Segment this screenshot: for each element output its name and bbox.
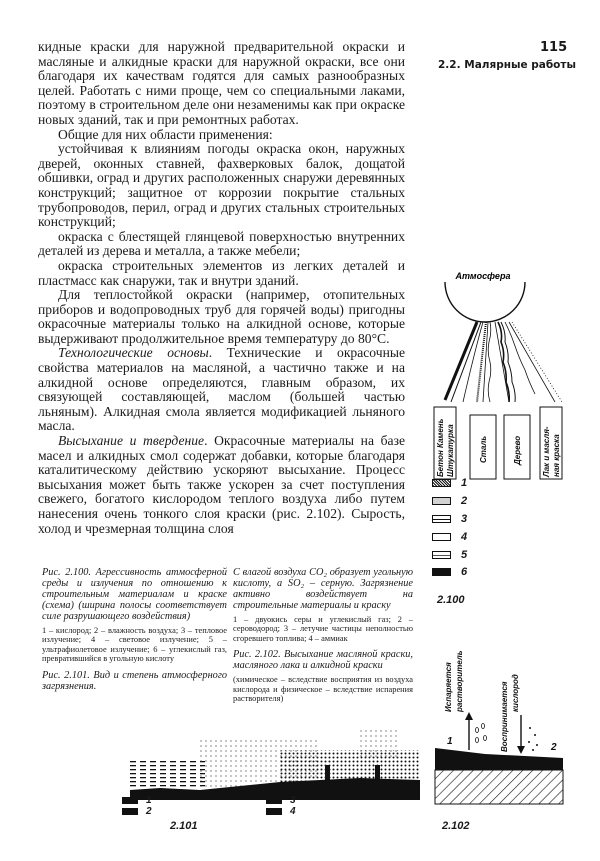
svg-text:Сталь: Сталь (479, 435, 488, 463)
pattern-swatch-icon (266, 808, 282, 815)
legend-2-101-item-2: 2 (122, 806, 152, 817)
pattern-swatch-icon (266, 797, 282, 804)
figure-label-2-102: 2.102 (442, 820, 470, 832)
caption-body: С влагой воздуха CO₂ образует угольную кислоту, а SO₂ – серную. Загрязнение активно воздействует на строительные материалы и краску (233, 567, 413, 611)
atmosphere-label: Атмосфера (455, 271, 511, 281)
paragraph: кидные краски для наружной предварительной окраски и масляные и алкидные краски для наружной окраски, все они благодаря их качествам годятся для самых разнообразных целей. Работать с ними проще, чем со специальными лаками, поэтому в строительном деле они незаменимы как при окраске новых зданий, так и при ремонтных работах. (38, 39, 405, 127)
dashed-swatch-icon (432, 515, 451, 523)
page-number: 115 (540, 40, 568, 55)
arrow-down-label: Воспринимается (500, 681, 509, 752)
figure-2-101-pollution-skyline (120, 720, 420, 800)
svg-text:кислород: кислород (511, 674, 520, 712)
caption-note: (химическое – вследствие восприятия из воздуха кислорода и физическое – вследствие испарения растворителя) (233, 675, 413, 704)
paragraph (38, 434, 405, 536)
caption-legend: 1 – кислород; 2 – влажность воздуха; 3 – тепловое излучение; 4 – световое излучение; 5 – ультрафиолетовое излучение; 6 – углекислый газ, превратившийся в угольную кислоту (42, 626, 227, 664)
pattern-swatch-icon (122, 797, 138, 804)
svg-text:ная краска: ная краска (552, 434, 561, 477)
paragraph-body: . Окрасочные материалы на базе масел и алкидных смол содержат добавки, которые благодаря каталитическому действию ускоряют высыхание. Процесс высыхания может быть также ускорен за счет поступления свежего, богатого кислородом теплого воздуха либо путем нанесения очень тонкого слоя краски (рис. 2.102). Сырость, холод и чрезмерная толщина слоя (38, 433, 405, 536)
legend-item-2: 2 (432, 495, 467, 507)
paragraph: окраска с блестящей глянцевой поверхностью внутренних деталей из дерева и металла, а также мебели; (38, 228, 405, 259)
caption-legend: 1 – двуокись серы и углекислый газ; 2 – сероводород; 3 – летучие частицы неполностью сгоревшего топлива; 4 – аммиак (233, 615, 413, 643)
paragraph: Для теплостойкой окраски (например, отопительных приборов и водопроводных труб для горячей воды) пригодны окрасочные материалы только на алкидной основе, которые выдерживают продолжительное время температуру до 80°С. (38, 287, 405, 346)
caption-title-2-102: Рис. 2.102. Высыхание масляной краски, масляного лака и алкидной краски (233, 649, 413, 672)
wave-swatch-icon (432, 533, 451, 541)
figure-2-100-material-boxes (432, 405, 592, 485)
legend-item-3: 3 (432, 513, 467, 525)
main-text-column (38, 40, 405, 536)
hatched-swatch-icon (432, 479, 451, 487)
arrow-up-label: Испаряется (444, 662, 453, 712)
figure-2-102-drying-diagram (425, 640, 600, 810)
svg-text:Бетон Камень: Бетон Камень (436, 418, 445, 477)
caption-title: Рис. 2.100. Агрессивность атмосферной среды и излучения по отношению к строительным материалам и краске (схема) (ширина полосы соответствует силе разрушающего воздействия) (42, 567, 227, 622)
legend-item-5: 5 (432, 549, 467, 561)
paragraph-body: . Технические и окрасочные свойства материалов на масляной, а частично также и на алкидной основе определяются, главным образом, их связующей составляющей, маслом (большей частью льняным). Алкидная смола является модификацией льняного масла. (38, 345, 406, 434)
svg-text:растворитель: растворитель (455, 650, 464, 712)
caption-2-101-continued (233, 567, 413, 703)
legend-item-6: 6 (432, 566, 467, 578)
running-head: 2.2. Малярные работы (438, 59, 576, 71)
paragraph: Общие для них области применения: (58, 126, 273, 142)
legend-2-101-item-1: 1 (122, 795, 152, 806)
svg-text:Штукатурка: Штукатурка (446, 424, 455, 477)
caption-title-2-101: Рис. 2.101. Вид и степень атмосферного загрязнения. (42, 669, 227, 692)
paragraph: устойчивая к влияниям погоды окраска окон, наружных дверей, оконных ставней, фахверковых балок, дощатой обшивки, оград и других расположенных снаружи деревянных конструкций; защитное от коррозии покрытие стальных трубопроводов, перил, оград и других стальных строительных конструкций; (38, 141, 405, 230)
legend-2-101-item-4: 4 (266, 806, 296, 817)
paragraph-lead: Технологические основы (58, 345, 209, 361)
paragraph-lead: Высыхание и твердение (58, 433, 205, 449)
svg-text:2: 2 (551, 742, 557, 753)
paragraph (38, 346, 405, 434)
legend-item-1: 1 (432, 477, 467, 489)
svg-text:Лак и масля-: Лак и масля- (542, 426, 551, 477)
figure-label-2-100: 2.100 (437, 594, 465, 606)
legend-item-4: 4 (432, 531, 467, 543)
thin-line-swatch-icon (432, 551, 451, 559)
svg-text:1: 1 (447, 736, 453, 747)
solid-swatch-icon (432, 568, 451, 576)
legend-2-101-item-3: 3 (266, 795, 296, 806)
paragraph: окраска строительных элементов из легких деталей и пластмасс как снаружи, так и внутри зданий. (38, 257, 405, 288)
caption-2-100 (42, 567, 227, 692)
figure-label-2-101: 2.101 (170, 820, 198, 832)
dotted-swatch-icon (432, 497, 451, 505)
svg-text:Дерево: Дерево (513, 435, 522, 465)
pattern-swatch-icon (122, 808, 138, 815)
